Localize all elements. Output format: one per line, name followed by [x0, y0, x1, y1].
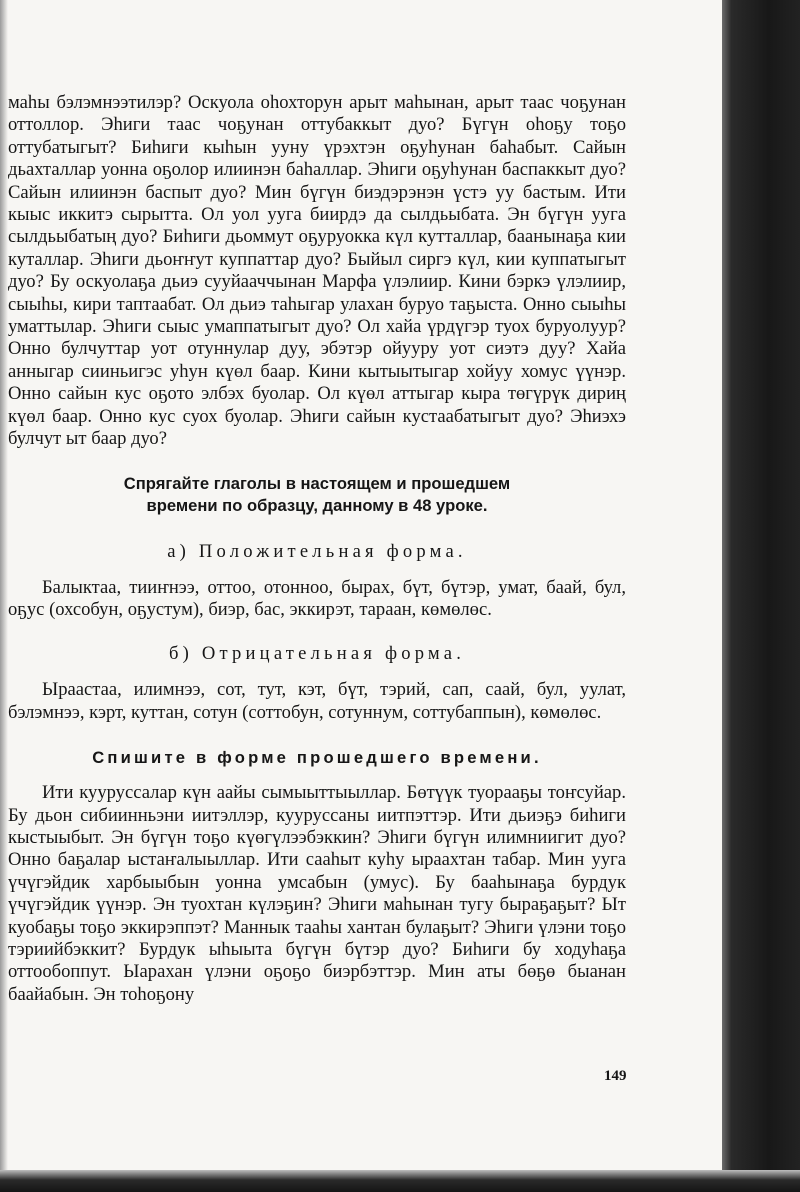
page-number: 149 [604, 1068, 627, 1084]
past-tense-paragraph: Ити кууруссалар күн аайы сымыыттыыллар. Бөтүүк туорааҕы тоҥсуйар. Бу дьон сибиинньэни иитэллэр, кууруссаны иитпэттэр. Ити дьиэҕэ биһиги кыстыыбыт. Эн бүгүн тоҕо күөгүлээбэккин? Эһиги бүгүн илимниигит дуо? Онно баҕалар ыстаҥалыыллар. Ити сааһыт куһу ыраахтан табар. Мин ууга үчүгэйдик харбыыбын уонна умсабын (умус). Бу бааһынаҕа бурдук үчүгэйдик үүнэр. Эн туохтан күлэҕин? Эһиги маһынан тугу быраҕаҕыт? Ыт куобаҕы тоҕо эккирэппэт? Маннык тааһы хантан булаҕыт? Эһиги үлэни тоҕо тэриийбэккит? Бурдук ыһыыта бүгүн бүтэр дуо? Биһиги бу ходуһаҕа оттообоппут. Ыарахан үлэни оҕоҕо биэрбэттэр. Мин аты бөҕө быанан баайабын. Эн тоһоҕону [8, 782, 626, 1005]
scan-left-shadow [0, 0, 8, 1170]
section-b-words: Ыраастаа, илимнээ, сот, тут, кэт, бүт, тэрий, сап, саай, бул, уулат, бэлэмнээ, кэрт, куттан, сотун (соттобун, сотуннум, соттубаппын), көмөлөс. [8, 679, 626, 723]
heading-conjugate-line-2: времени по образцу, данному в 48 уроке. [146, 495, 488, 515]
heading-conjugate [8, 473, 626, 517]
heading-conjugate-line-1: Спрягайте глаголы в настоящем и прошедшем [123, 473, 511, 493]
section-a-title: а) Положительная форма. [167, 540, 467, 562]
scan-bottom-edge [0, 1170, 800, 1192]
scan-gutter [722, 0, 800, 1192]
section-a-words: Балыктаа, тииҥнээ, оттоо, отонноо, бырах, бүт, бүтэр, умат, баай, бул, оҕус (охсобун, оҕустум), биэр, бас, эккирэт, тараан, көмөлөс. [8, 576, 626, 620]
intro-paragraph: маһы бэлэмнээтилэр? Оскуола оһохторун арыт маһынан, арыт таас чоҕунан оттоллор. Эһиги таас чоҕунан оттубаккыт дуо? Бүгүн оһоҕу тоҕо оттубатыгыт? Биһиги кыһын ууну үрэхтэн оҕуһунан баһабыт. Сайын дьахталлар уонна оҕолор илиинэн баһаллар. Эһиги оҕуһунан баспаккыт дуо? Сайын илиинэн баспыт дуо? Мин бүгүн биэдэрэнэн үстэ уу бастым. Ити кыыс иккитэ сырытта. Ол уол ууга биирдэ да сылдьыбата. Эн бүгүн ууга сылдьыбатың дуо? Биһиги дьоммут оҕуруокка күл кутталлар, баанынаҕа кии куталлар. Эһиги дьоҥҥут куппаттар дуо? Быйыл сиргэ күл, кии куппатыгыт дуо? Бу оскуолаҕа дьиэ сууйааччынан Марфа үлэлиир. Кини бэркэ үлэлиир, сыыһы, кири таптаабат. Ол дьиэ таһыгар улахан буруо таҕыста. Онно сыыһы уматтылар. Эһиги сыыс умаппатыгыт дуо? Ол хайа үрдүгэр туох буруолуур? Онно булчуттар уот отуннулар дуу, эбэтэр ойууру уот сиэтэ дуу? Хайа анныгар сииньигэс уһун күөл баар. Кини кытыытыгар хойуу хомус үүнэр. Онно сайын кус оҕото элбэх буолар. Ол күөл аттыгар кыра төгүрүк дириң күөл баар. Онно кус суох буолар. Эһиги сайын кустаабатыгыт дуо? Эһиэхэ булчут ыт баар дуо? [8, 92, 626, 450]
heading-past-tense: Спишите в форме прошедшего времени. [92, 748, 542, 768]
section-b-title: б) Отрицательная форма. [168, 643, 466, 665]
page-text-block [8, 92, 626, 1006]
